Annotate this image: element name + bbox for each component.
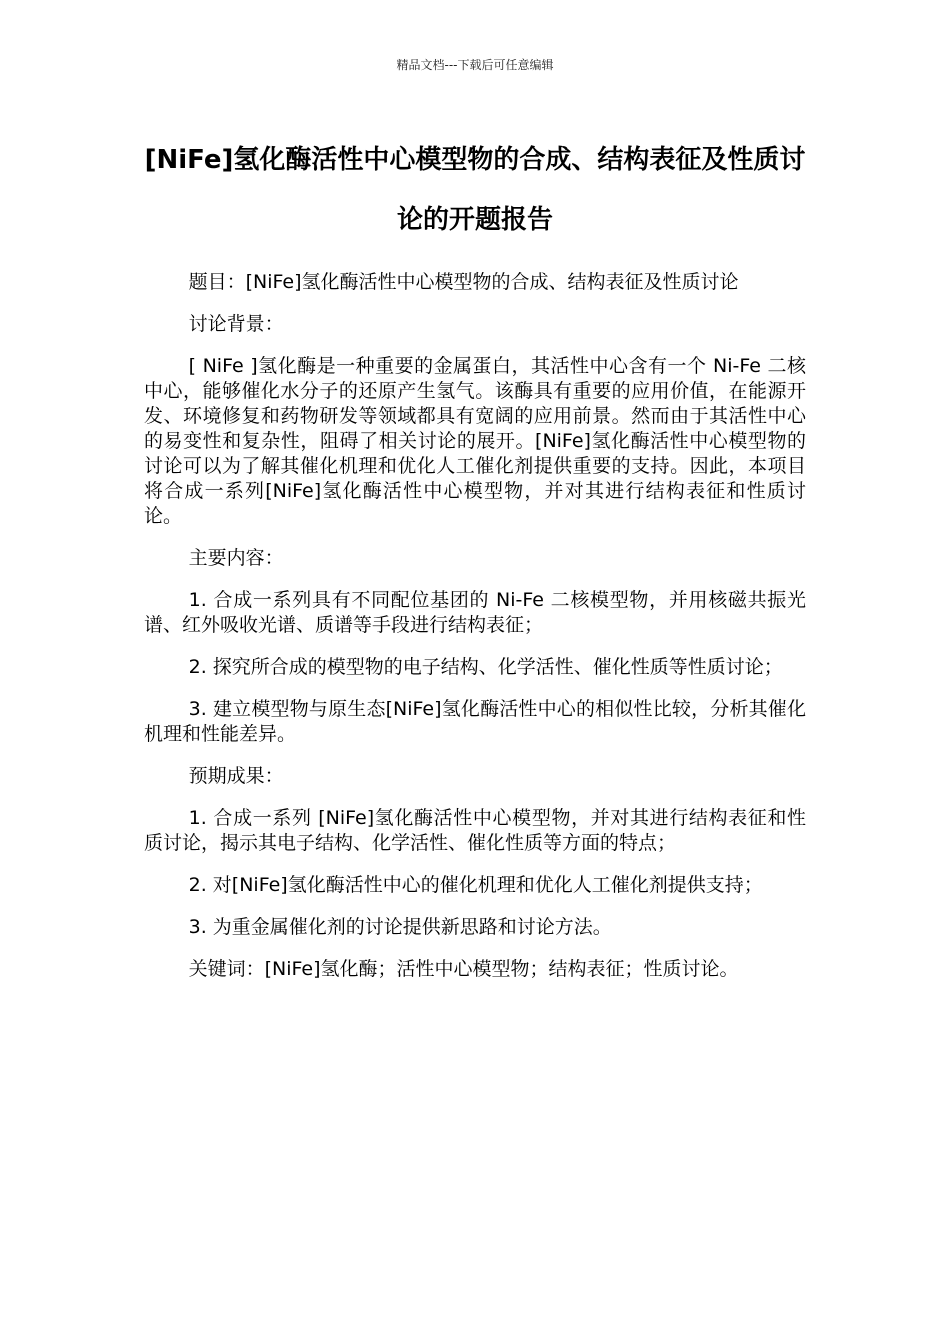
background-paragraph: [ NiFe ]氢化酶是一种重要的金属蛋白，其活性中心含有一个 Ni-Fe 二核中心，能够催化水分子的还原产生氢气。该酶具有重要的应用价值，在能源开发、环境修复和药物研发等领域都具有宽阔的应用前景。然而由于其活性中心的易变性和复杂性，阻碍了相关讨论的展开。[NiFe]氢化酶活性中心模型物的讨论可以为了解其催化机理和优化人工催化剂提供重要的支持。因此，本项目将合成一系列[NiFe]氢化酶活性中心模型物，并对其进行结构表征和性质讨论。 [144,355,806,527]
main-content-item-1: 1. 合成一系列具有不同配位基团的 Ni-Fe 二核模型物，并用核磁共振光谱、红外吸收光谱、质谱等手段进行结构表征； [144,589,806,636]
section-heading-main-content: 主要内容： [188,547,284,569]
document-body [144,270,806,999]
section-heading-expected-results: 预期成果： [188,765,284,787]
page-header-note: 精品文档---下载后可任意编辑 [396,58,554,72]
main-content-item-3: 3. 建立模型物与原生态[NiFe]氢化酶活性中心的相似性比较，分析其催化机理和性能差异。 [144,698,806,745]
section-heading-background: 讨论背景： [188,313,284,335]
expected-result-item-3: 3. 为重金属催化剂的讨论提供新思路和讨论方法。 [188,916,612,938]
expected-result-item-2: 2. 对[NiFe]氢化酶活性中心的催化机理和优化人工催化剂提供支持； [188,874,763,896]
topic-line: 题目：[NiFe]氢化酶活性中心模型物的合成、结构表征及性质讨论 [188,271,739,293]
main-content-item-2: 2. 探究所合成的模型物的电子结构、化学活性、催化性质等性质讨论； [188,656,783,678]
expected-result-item-1: 1. 合成一系列 [NiFe]氢化酶活性中心模型物，并对其进行结构表征和性质讨论，揭示其电子结构、化学活性、催化性质等方面的特点； [144,807,806,854]
keywords-line: 关键词：[NiFe]氢化酶；活性中心模型物；结构表征；性质讨论。 [188,958,739,980]
document-title: [NiFe]氢化酶活性中心模型物的合成、结构表征及性质讨论的开题报告 [144,145,806,235]
